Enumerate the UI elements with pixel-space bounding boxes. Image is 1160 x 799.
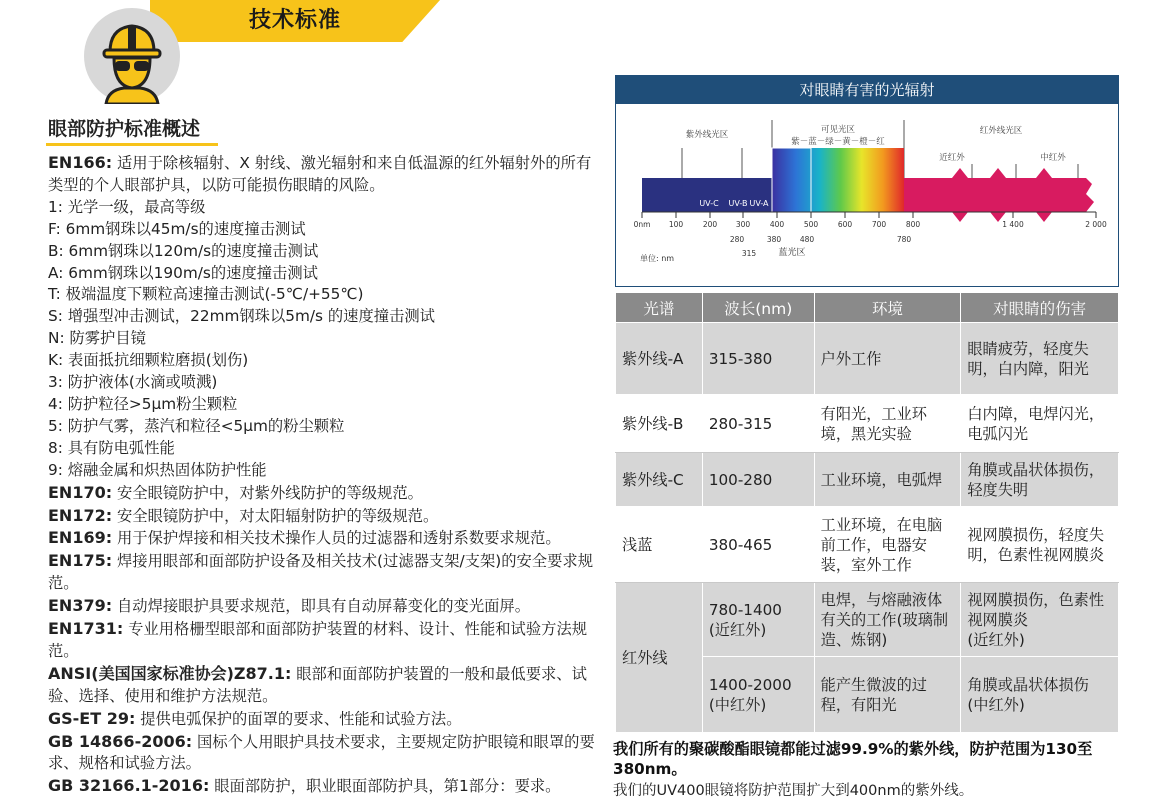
standard-code: EN172: xyxy=(48,505,113,525)
standard-item xyxy=(48,618,600,663)
harm-cell: 白内障，电焊闪光，电弧闪光 xyxy=(961,395,1119,453)
mid-ir-label: 中红外 xyxy=(1040,153,1066,163)
visible-band xyxy=(772,148,904,212)
harm-cell: 视网膜损伤，色素性视网膜炎 (近红外) xyxy=(961,583,1119,657)
standard-code: EN175: xyxy=(48,551,113,571)
worker-helmet-icon xyxy=(84,8,180,104)
table-row xyxy=(616,453,1119,507)
harm-cell: 眼睛疲劳，轻度失明，白内障，阳光 xyxy=(961,323,1119,395)
standard-item xyxy=(48,595,600,618)
tick-label: 200 xyxy=(702,220,718,229)
standard-desc: 眼面部防护，职业眼面部防护具，第1部分：要求。 xyxy=(214,777,561,796)
standard-desc: 国标个人用眼护具技术要求，主要规定防护眼镜和眼罩的要求、规格和试验方法。 xyxy=(48,732,595,773)
standard-code: EN166: xyxy=(48,153,113,172)
standard-code: ANSI(美国国家标准协会)Z87.1: xyxy=(48,663,292,683)
standard-item xyxy=(48,482,600,505)
marking-item: T: 极端温度下颗粒高速撞击测试(-5℃/+55℃) xyxy=(48,285,364,304)
marking-item: N: 防雾护目镜 xyxy=(48,329,146,348)
tick-label: 1 400 xyxy=(1002,220,1024,229)
standard-item xyxy=(48,708,600,731)
spectrum-cell: 紫外线-C xyxy=(616,453,703,507)
environment-cell: 工业环境，电弧焊 xyxy=(814,453,961,507)
marking-item: 1: 光学一级，最高等级 xyxy=(48,197,206,216)
standard-code: GS-ET 29: xyxy=(48,708,136,728)
standard-code: EN1731: xyxy=(48,619,124,639)
table-row xyxy=(616,323,1119,395)
near-ir-label: 近红外 xyxy=(939,153,965,163)
harm-cell: 角膜或晶状体损伤，轻度失明 xyxy=(961,453,1119,507)
marking-list xyxy=(48,197,600,482)
standard-item xyxy=(48,505,600,528)
table-header-row xyxy=(616,293,1119,323)
page-title: 技术标准 xyxy=(249,8,342,33)
column-header: 光谱 xyxy=(616,293,703,323)
tick-label: 100 xyxy=(668,220,684,229)
marking-item: 4: 防护粒径>5μm粉尘颗粒 xyxy=(48,394,238,413)
uvc-label: UV-C xyxy=(699,199,719,208)
standard-code: GB 14866-2006: xyxy=(48,731,193,751)
standard-desc: 提供电弧保护的面罩的要求、性能和试验方法。 xyxy=(140,709,462,728)
visible-region-label: 可见光区 xyxy=(820,125,856,135)
standard-desc: 安全眼镜防护中，对太阳辐射防护的等级规范。 xyxy=(117,506,439,525)
tick-label: 280 xyxy=(729,235,745,244)
standard-code: EN170: xyxy=(48,482,113,502)
tick-label: 2 000 xyxy=(1085,220,1107,229)
table-row xyxy=(616,395,1119,453)
standard-code: EN379: xyxy=(48,596,113,616)
standard-item xyxy=(48,775,600,798)
marking-item: B: 6mm钢珠以120m/s的速度撞击测试 xyxy=(48,241,319,260)
uv-region-label: 紫外线光区 xyxy=(685,130,729,140)
standard-item xyxy=(48,550,600,595)
wavelength-cell: 780-1400 (近红外) xyxy=(702,583,814,657)
harm-cell: 视网膜损伤，轻度失明，色素性视网膜炎 xyxy=(961,507,1119,583)
standard-desc: 安全眼镜防护中，对紫外线防护的等级规范。 xyxy=(117,483,423,502)
wavelength-cell: 100-280 xyxy=(702,453,814,507)
table-row xyxy=(616,583,1119,657)
title-underline xyxy=(46,143,218,146)
standard-code: EN169: xyxy=(48,528,113,548)
standard-desc: 专业用格栅型眼部和面部防护装置的材料、设计、性能和试验方法规范。 xyxy=(48,620,588,660)
spectrum-cell: 紫外线-B xyxy=(616,395,703,453)
uva-label: UV-A xyxy=(749,199,769,208)
tick-label: 315 xyxy=(741,249,757,258)
tick-label: 500 xyxy=(803,220,819,229)
environment-cell: 电焊，与熔融液体有关的工作(玻璃制造、炼钢) xyxy=(814,583,961,657)
spectrum-cell: 浅蓝 xyxy=(616,507,703,583)
marking-item: K: 表面抵抗细颗粒磨损(划伤) xyxy=(48,351,249,370)
standard-item xyxy=(48,731,600,776)
column-header: 环境 xyxy=(814,293,961,323)
tick-label: 300 xyxy=(735,220,751,229)
ir-region-label: 红外线光区 xyxy=(979,126,1023,136)
standard-item xyxy=(48,527,600,550)
tick-label: 400 xyxy=(769,220,785,229)
standard-code: GB 32166.1-2016: xyxy=(48,776,210,796)
standard-desc: 眼部和面部防护装置的一般和最低要求、试验、选择、使用和维护方法规范。 xyxy=(48,664,587,705)
tick-label: 780 xyxy=(896,235,912,244)
standards-list xyxy=(48,152,600,798)
hazard-table xyxy=(615,292,1119,733)
wavelength-cell: 1400-2000 (中红外) xyxy=(702,657,814,733)
environment-cell: 工业环境，在电脑前工作，电器安装，室外工作 xyxy=(814,507,961,583)
blue-zone-label: 蓝光区 xyxy=(778,248,806,258)
uvb-label: UV-B xyxy=(728,199,748,208)
tick-label: 0nm xyxy=(633,220,651,229)
marking-item: A: 6mm钢珠以190m/s的速度撞击测试 xyxy=(48,263,318,282)
standard-en166 xyxy=(48,152,600,197)
marking-item: 8: 具有防电弧性能 xyxy=(48,438,175,457)
tick-label: 480 xyxy=(799,235,815,244)
unit-label: 单位: nm xyxy=(640,254,675,263)
uv-filter-note: 我们所有的聚碳酸酯眼镜都能过滤99.9%的紫外线，防护范围为130至380nm。 xyxy=(613,740,1093,778)
wavelength-cell: 380-465 xyxy=(702,507,814,583)
standard-desc: 焊接用眼部和面部防护设备及相关技术(过滤器支架/支架)的安全要求规范。 xyxy=(48,552,593,593)
tick-label: 800 xyxy=(905,220,921,229)
marking-item: 5: 防护气雾，蒸汽和粒径<5μm的粉尘颗粒 xyxy=(48,416,345,435)
column-header: 波长(nm) xyxy=(702,293,814,323)
marking-item: 3: 防护液体(水滴或喷溅) xyxy=(48,373,218,392)
tick-label: 700 xyxy=(871,220,887,229)
marking-item: F: 6mm钢珠以45m/s的速度撞击测试 xyxy=(48,219,306,238)
tick-label: 600 xyxy=(837,220,853,229)
uv400-note: 我们的UV400眼镜将防护范围扩大到400nm的紫外线。 xyxy=(613,783,974,799)
standard-item xyxy=(48,663,600,708)
spectrum-cell: 红外线 xyxy=(616,583,703,733)
spectrum-diagram xyxy=(615,75,1119,287)
overview-title: 眼部防护标准概述 xyxy=(48,118,201,140)
ir-band xyxy=(904,168,1094,222)
marking-item: 9: 熔融金属和炽热固体防护性能 xyxy=(48,460,267,479)
table-row xyxy=(616,507,1119,583)
standard-desc: 用于保护焊接和相关技术操作人员的过滤器和透射系数要求规范。 xyxy=(117,529,561,548)
visible-colors-label: 紫－蓝－绿－黄－橙－红 xyxy=(791,137,885,147)
marking-item: S: 增强型冲击测试，22mm钢珠以5m/s 的速度撞击测试 xyxy=(48,307,435,326)
wavelength-cell: 280-315 xyxy=(702,395,814,453)
environment-cell: 户外工作 xyxy=(814,323,961,395)
standard-desc: 自动焊接眼护具要求规范，即具有自动屏幕变化的变光面屏。 xyxy=(117,597,531,616)
environment-cell: 能产生微波的过程，有阳光 xyxy=(814,657,961,733)
tick-label: 380 xyxy=(766,235,782,244)
wavelength-cell: 315-380 xyxy=(702,323,814,395)
environment-cell: 有阳光，工业环境，黑光实验 xyxy=(814,395,961,453)
standard-desc: 适用于除核辐射、X 射线、激光辐射和来自低温源的红外辐射外的所有类型的个人眼部护具，以防可能损伤眼睛的风险。 xyxy=(48,154,592,194)
column-header: 对眼睛的伤害 xyxy=(961,293,1119,323)
harm-cell: 角膜或晶状体损伤 (中红外) xyxy=(961,657,1119,733)
spectrum-cell: 紫外线-A xyxy=(616,323,703,395)
spectrum-title: 对眼睛有害的光辐射 xyxy=(616,76,1118,104)
